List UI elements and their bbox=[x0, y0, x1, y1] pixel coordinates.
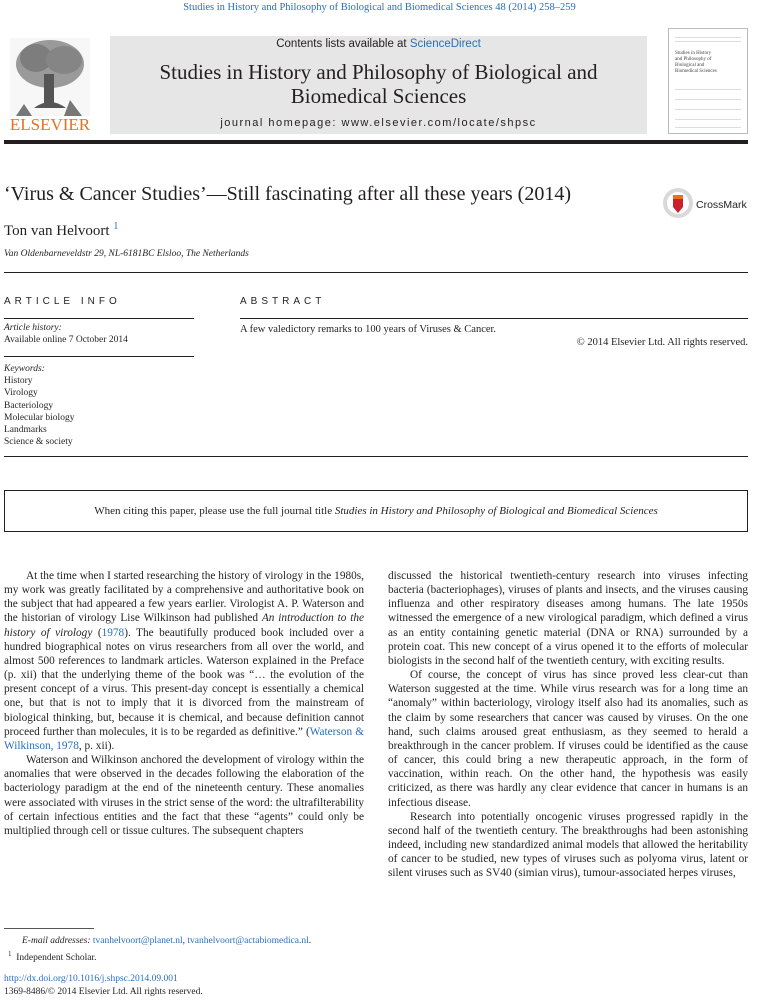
keyword-item: Bacteriology bbox=[4, 400, 54, 411]
sciencedirect-link[interactable]: ScienceDirect bbox=[409, 38, 481, 50]
info-divider-2 bbox=[4, 356, 194, 357]
keywords-label: Keywords: bbox=[4, 364, 45, 374]
author-name: Ton van Helvoort $^1$ bbox=[4, 221, 119, 239]
affiliation-divider bbox=[4, 272, 748, 273]
body-right-column bbox=[388, 569, 748, 880]
body-paragraph: discussed the historical twentieth-century research into viruses infecting bacteria (bacteriophages), viruses of plants and insects, and the viruses causing influenza and other respiratory diseases among humans. The late 1950s witnessed the emergence of a new virological paradigm, which defined a virus as an entity containing genetic material (DNA or RNA) surrounded by a protein coat. This new concept of a virus opened it to the efforts of molecular biologists in the second half of the twentieth century, with exciting results. bbox=[388, 570, 748, 667]
body-paragraph: At the time when I started researching the history of virology in the 1980s, my work was greatly facilitated by a comprehensive and authoritative book on the subject that had appeared a few years earlier. Virologist A. P. Waterson and the historian of virology Lise Wilkinson had published An introduction to the history of virology (1978). The beautifully produced book included over a hundred biographical notes on virus researchers from all over the world, and almost 500 references to landmark articles. Waterson explained in the Preface (p. xii) that the underlying theme of the book was “… the evolution of the present concept of a virus. This present-day concept is essentially a chemical one, but that is not to imply that it is divorced from the mainstream of biological thinking, but, because it is chemical, and because definition cannot proceed further than molecules, it is to be regarded as definitive.” (Waterson & Wilkinson, 1978, p. xii). bbox=[4, 570, 365, 752]
keyword-item: Science & society bbox=[4, 437, 73, 448]
footnote-1: $^1$ Independent Scholar. bbox=[8, 950, 97, 964]
email-link-2[interactable]: tvanhelvoort@actabiomedica.nl bbox=[187, 936, 309, 946]
journal-homepage bbox=[110, 117, 647, 129]
abstract-heading: ABSTRACT bbox=[240, 296, 326, 307]
journal-title-line2: Biomedical Sciences bbox=[290, 84, 467, 108]
header-divider bbox=[4, 140, 748, 144]
elsevier-logo bbox=[4, 34, 96, 134]
body-paragraph: Waterson and Wilkinson anchored the development of virology within the anomalies that were observed in the decades following the elaboration of the bacteriology paradigm at the end of the nineteenth century. These anomalies were associated with viruses in the strict sense of the word: the ultrafilterability of certain infectious entities and the fact that these “agents” could only be multiplied through cell or tissue cultures. The subsequent chapters bbox=[4, 754, 364, 837]
keyword-item: Virology bbox=[4, 388, 38, 399]
contents-line bbox=[110, 38, 647, 50]
reference-link-1978[interactable]: 1978 bbox=[101, 626, 125, 639]
crossmark-badge[interactable] bbox=[662, 187, 748, 219]
body-left-column bbox=[4, 569, 364, 838]
abstract-divider-bottom bbox=[4, 456, 748, 457]
info-divider-1 bbox=[4, 318, 194, 319]
homepage-prefix: journal homepage: bbox=[220, 117, 342, 129]
abstract-text: A few valedictory remarks to 100 years of Viruses & Cancer. bbox=[240, 324, 497, 335]
journal-title-line1: Studies in History and Philosophy of Biological and bbox=[159, 60, 598, 84]
journal-cover-thumbnail[interactable] bbox=[668, 28, 748, 134]
elsevier-tree-icon bbox=[4, 34, 96, 134]
history-label: Article history: bbox=[4, 323, 62, 333]
keyword-item: History bbox=[4, 376, 33, 387]
citation-notice-prefix: When citing this paper, please use the full journal title bbox=[94, 505, 335, 517]
doi-link[interactable]: http://dx.doi.org/10.1016/j.shpsc.2014.09.001 bbox=[4, 974, 178, 984]
author-affiliation: Van Oldenbarneveldstr 29, NL-6181BC Elsloo, The Netherlands bbox=[4, 249, 249, 259]
cover-title: Studies in History and Philosophy of Biological and Biomedical Sciences bbox=[675, 51, 717, 74]
body-paragraph: Of course, the concept of virus has since proved less clear-cut than Waterson suggested at the time. While virus research was for a long time an “anomaly” within bacteriology, virology itself also had its anomalies, such as the claim by some researchers that cancer was caused by viruses. On the one hand, such claims aroused great enthusiasm, as they seemed to herald a breakthrough in the cancer problem. If viruses could be identified as the cause of cancer, this could bring a new therapeutic approach, in the form of vaccination, within reach. On the other hand, the hypothesis was easily criticized, as there was hardly any clear evidence that cancer in humans is an infectious disease. bbox=[388, 669, 748, 809]
keyword-item: Molecular biology bbox=[4, 412, 75, 423]
article-history bbox=[4, 322, 194, 346]
keywords-list bbox=[4, 363, 194, 448]
citation-notice-box bbox=[4, 490, 748, 532]
footnote-divider bbox=[4, 928, 94, 929]
issn-copyright: 1369-8486/© 2014 Elsevier Ltd. All rights reserved. bbox=[4, 987, 203, 997]
journal-title bbox=[110, 60, 647, 108]
footnote-email: E-mail addresses: tvanhelvoort@planet.nl, tvanhelvoort@actabiomedica.nl. bbox=[22, 936, 312, 946]
history-value: Available online 7 October 2014 bbox=[4, 335, 128, 346]
publisher-name: ELSEVIER bbox=[9, 115, 91, 134]
crossmark-icon bbox=[662, 187, 748, 219]
abstract-divider-top bbox=[240, 318, 748, 319]
article-info-heading: ARTICLE INFO bbox=[4, 296, 121, 307]
crossmark-label: CrossMark bbox=[696, 199, 747, 211]
abstract-copyright: © 2014 Elsevier Ltd. All rights reserved. bbox=[576, 337, 748, 348]
citation-notice-journal: Studies in History and Philosophy of Biological and Biomedical Sciences bbox=[334, 505, 658, 517]
keyword-item: Landmarks bbox=[4, 425, 47, 436]
contents-prefix: Contents lists available at bbox=[276, 38, 410, 50]
email-link-1[interactable]: tvanhelvoort@planet.nl bbox=[92, 936, 183, 946]
reference-link-waterson-wilkinson[interactable]: Waterson & Wilkinson, 1978 bbox=[4, 725, 365, 752]
article-title: ‘Virus & Cancer Studies’—Still fascinating after all these years (2014) bbox=[4, 183, 571, 205]
journal-citation-link[interactable]: Studies in History and Philosophy of Biological and Biomedical Sciences 48 (2014) 258–259 bbox=[183, 2, 576, 13]
author-footnote-ref[interactable]: 1 bbox=[113, 221, 119, 232]
body-paragraph: Research into potentially oncogenic viruses progressed rapidly in the second half of the twentieth century. The breakthroughs had been astonishing indeed, including new standardized animal models that allowed the heritability of cancer to be studied, new types of viruses such as polyoma virus, latent or silent viruses such as SV40 (simian virus), tumour-associated herpes viruses, bbox=[388, 810, 748, 880]
homepage-url-link[interactable]: www.elsevier.com/locate/shpsc bbox=[341, 117, 537, 129]
